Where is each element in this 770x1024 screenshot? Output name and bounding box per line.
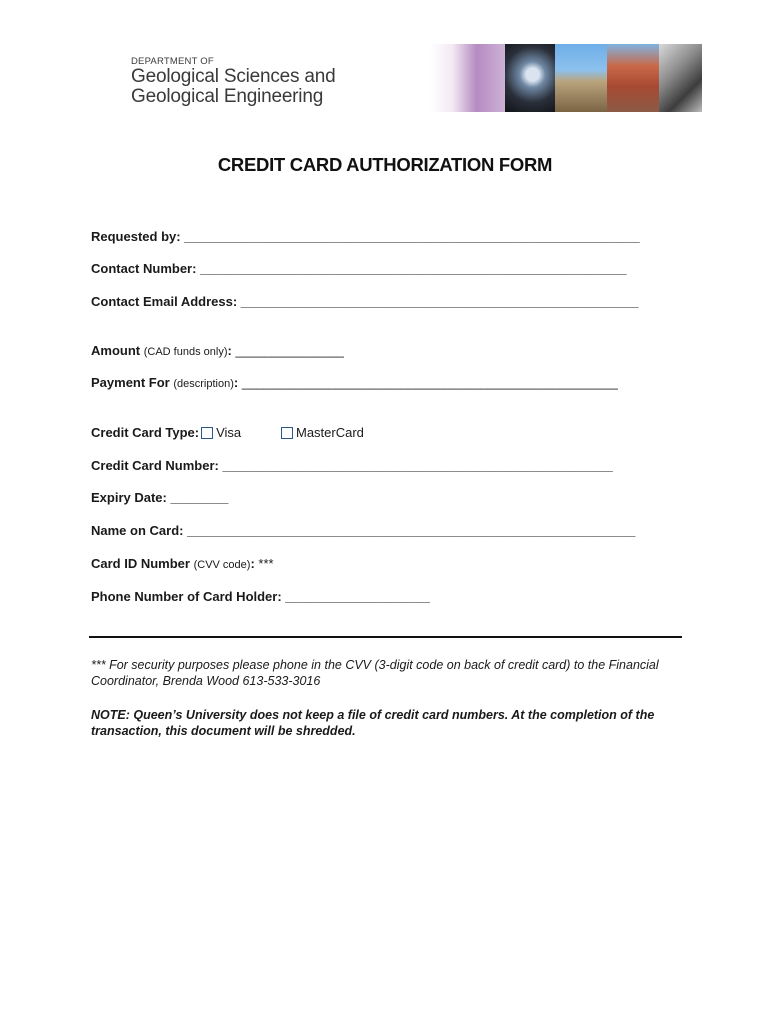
- mesa-landscape-photo: [555, 44, 607, 112]
- fossil-photo: [659, 44, 702, 112]
- amount-field[interactable]: [91, 343, 344, 358]
- name-on-card-field[interactable]: Name on Card: ______________________________________________________________: [91, 523, 636, 538]
- mastercard-label: MasterCard: [296, 425, 364, 440]
- phone-holder-field[interactable]: Phone Number of Card Holder: ____________________: [91, 589, 430, 604]
- card-type-label: Credit Card Type:: [91, 425, 200, 440]
- contact-email-blank[interactable]: _______________________________________________________: [240, 294, 639, 309]
- security-note: *** For security purposes please phone in the CVV (3-digit code on back of credit card) to the Financial Coordinator, Brenda Wood 613-533-3016: [91, 658, 659, 688]
- section-divider: [89, 636, 682, 638]
- payment-for-label: Payment For: [91, 375, 170, 390]
- card-number-field[interactable]: Credit Card Number: ______________________________________________________: [91, 458, 613, 473]
- card-id-label: Card ID Number: [91, 556, 190, 571]
- department-logo: [131, 56, 336, 107]
- amount-label: Amount: [91, 343, 141, 358]
- header-photo-strip: [430, 44, 702, 112]
- mine-tunnel-photo: [505, 44, 555, 112]
- dept-line-2: Geological Engineering: [131, 86, 324, 107]
- shred-note: NOTE: Queen’s University does not keep a file of credit card numbers. At the completion of the transaction, this document will be shredded.: [91, 708, 655, 738]
- amount-note: (CAD funds only): [143, 346, 228, 358]
- dept-label: DEPARTMENT OF: [131, 56, 214, 67]
- canyon-photo: [607, 44, 659, 112]
- mastercard-checkbox[interactable]: [281, 427, 293, 439]
- payment-for-field[interactable]: [91, 375, 618, 390]
- card-id-value[interactable]: ***: [254, 556, 274, 571]
- payment-for-colon: :: [233, 375, 239, 390]
- requested-by-field[interactable]: Requested by: _______________________________________________________________: [91, 229, 640, 244]
- payment-for-note: (description): [173, 378, 234, 390]
- amount-blank[interactable]: _______________: [231, 343, 344, 358]
- contact-email-label: Contact Email Address:: [91, 294, 241, 309]
- dept-line-1: Geological Sciences and: [131, 66, 336, 87]
- amethyst-photo: [430, 44, 505, 112]
- contact-email-field[interactable]: [91, 294, 638, 309]
- visa-checkbox[interactable]: [201, 427, 213, 439]
- form-title: CREDIT CARD AUTHORIZATION FORM: [217, 154, 553, 175]
- card-type-field: [91, 425, 241, 440]
- card-id-field[interactable]: [91, 556, 274, 571]
- amount-colon: :: [227, 343, 232, 358]
- card-id-note: (CVV code): [193, 559, 251, 571]
- payment-for-blank[interactable]: ____________________________________________________: [238, 375, 618, 390]
- mastercard-option: [279, 425, 364, 440]
- expiry-date-field[interactable]: Expiry Date: ________: [91, 490, 229, 505]
- contact-number-field[interactable]: Contact Number: ___________________________________________________________: [91, 261, 627, 276]
- card-id-colon: :: [250, 556, 255, 571]
- visa-label: Visa: [216, 425, 242, 440]
